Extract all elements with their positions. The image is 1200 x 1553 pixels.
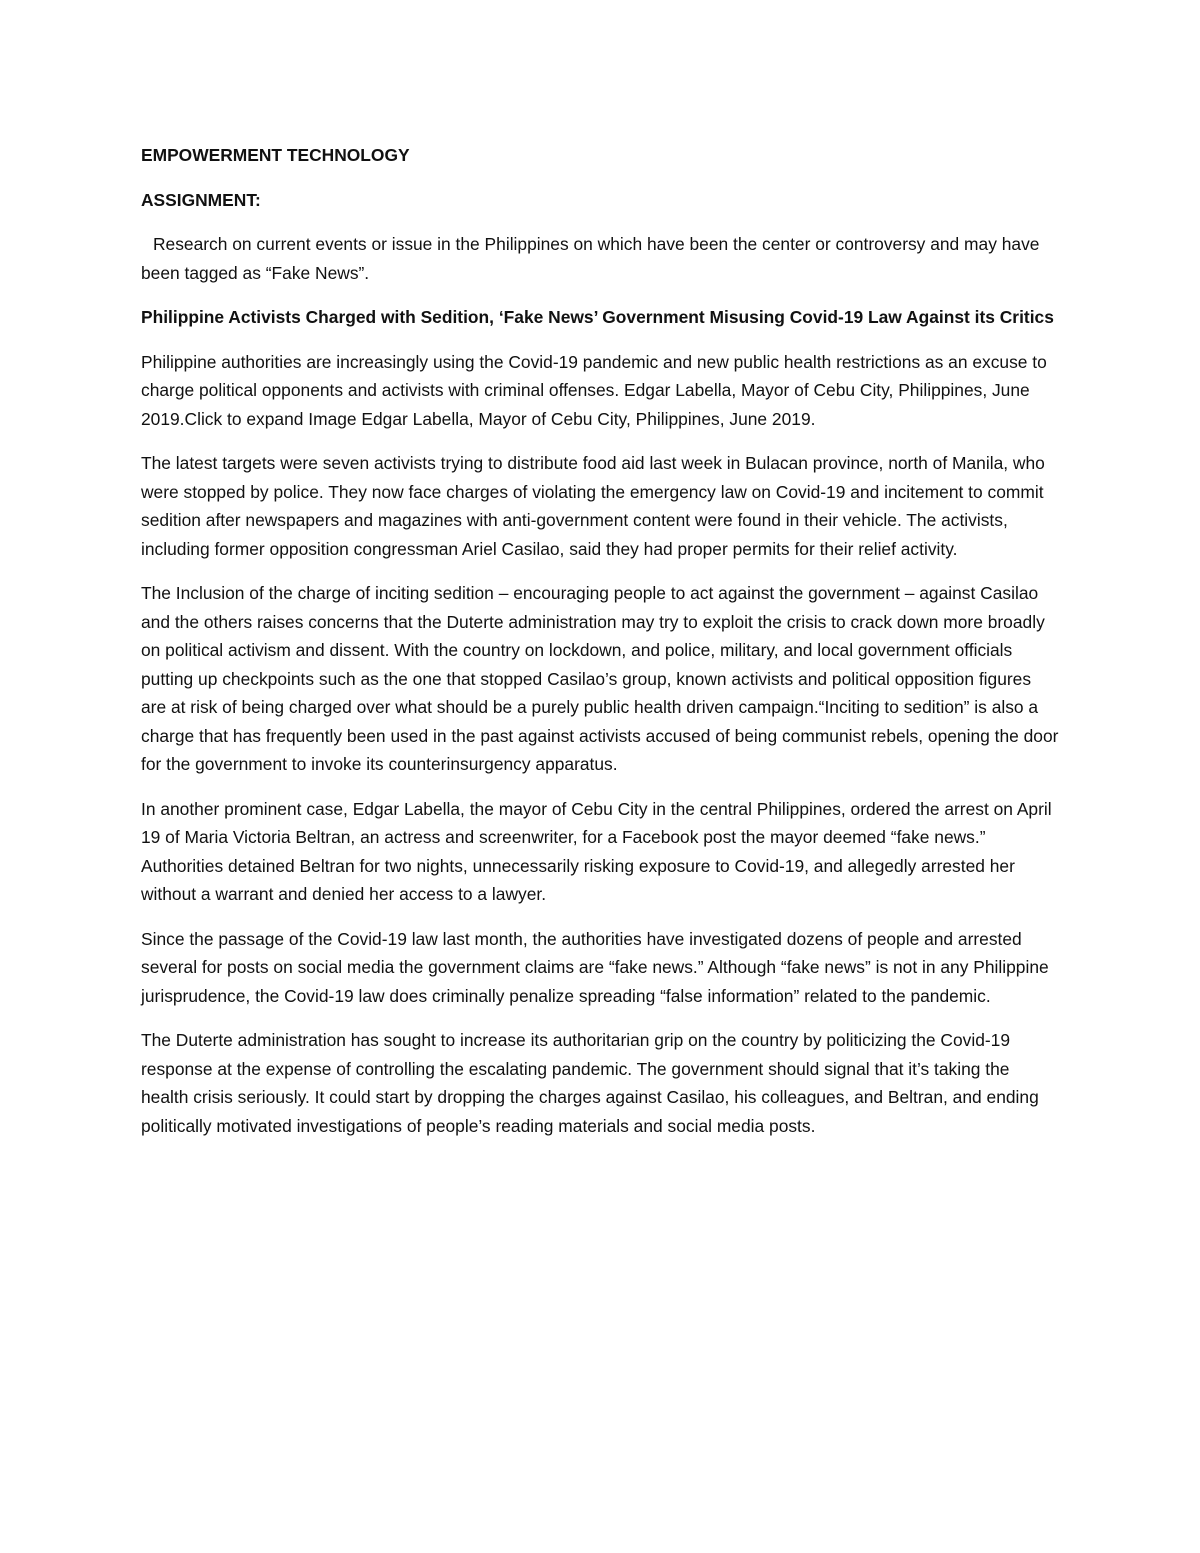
article-paragraph-3: The Inclusion of the charge of inciting sedition – encouraging people to act against the government – against Casilao and the others raises concerns that the Duterte administration may try to exploit the crisis to crack down more broadly on political activism and dissent. With the country on lockdown, and police, military, and local government officials putting up checkpoints such as the one that stopped Casilao’s group, known activists and political opposition figures are at risk of being charged over what should be a purely public health driven campaign.“Inciting to sedition” is also a charge that has frequently been used in the past against activists accused of being communist rebels, opening the door for the government to invoke its counterinsurgency apparatus. xyxy=(141,583,1059,774)
subject-heading: EMPOWERMENT TECHNOLOGY xyxy=(141,145,410,165)
article-paragraph-5: Since the passage of the Covid-19 law last month, the authorities have investigated dozens of people and arrested several for posts on social media the government claims are “fake news.” Although “fake news” is not in any Philippine jurisprudence, the Covid-19 law does criminally penalize spreading “false information” related to the pandemic. xyxy=(141,928,1049,1006)
article-paragraph-4: In another prominent case, Edgar Labella, the mayor of Cebu City in the central Philippines, ordered the arrest on April 19 of Maria Victoria Beltran, an actress and screenwriter, for a Facebook post the mayor deemed “fake news.” Authorities detained Beltran for two nights, unnecessarily risking exposure to Covid-19, and allegedly arrested her without a warrant and denied her access to a lawyer. xyxy=(141,798,1052,904)
assignment-instruction: Research on current events or issue in the Philippines on which have been the center or controversy and may have been tagged as “Fake News”. xyxy=(141,234,1040,283)
article-paragraph-1: Philippine authorities are increasingly using the Covid-19 pandemic and new public health restrictions as an excuse to charge political opponents and activists with criminal offenses. Edgar Labella, Mayor of Cebu City, Philippines, June 2019.Click to expand Image Edgar Labella, Mayor of Cebu City, Philippines, June 2019. xyxy=(141,351,1047,429)
article-paragraph-6: The Duterte administration has sought to increase its authoritarian grip on the country by politicizing the Covid-19 response at the expense of controlling the escalating pandemic. The government should signal that it’s taking the health crisis seriously. It could start by dropping the charges against Casilao, his colleagues, and Beltran, and ending politically motivated investigations of people’s reading materials and social media posts. xyxy=(141,1030,1039,1136)
article-title: Philippine Activists Charged with Sedition, ‘Fake News’ Government Misusing Covid-19 Law Against its Critics xyxy=(141,307,1054,327)
assignment-label: ASSIGNMENT: xyxy=(141,189,261,210)
article-paragraph-2: The latest targets were seven activists trying to distribute food aid last week in Bulacan province, north of Manila, who were stopped by police. They now face charges of violating the emergency law on Covid-19 and incitement to commit sedition after newspapers and magazines with anti-government content were found in their vehicle. The activists, including former opposition congressman Ariel Casilao, said they had proper permits for their relief activity. xyxy=(141,453,1045,559)
document-page xyxy=(141,141,1059,1156)
